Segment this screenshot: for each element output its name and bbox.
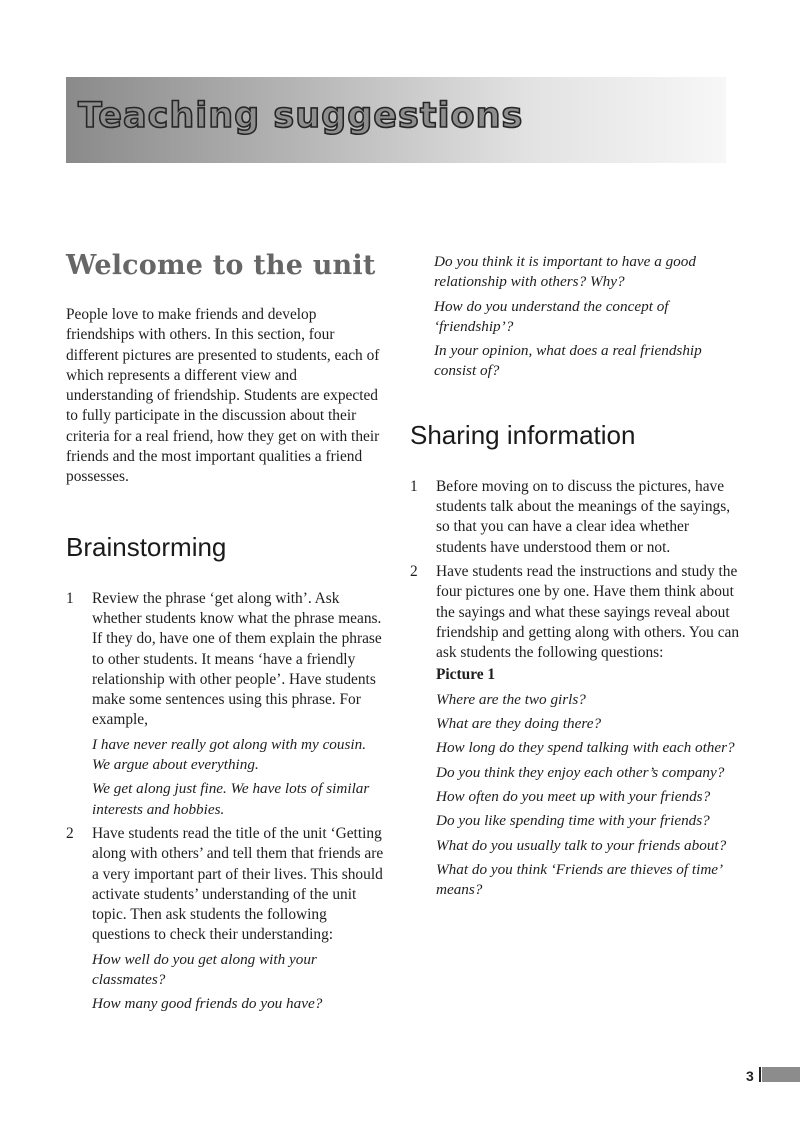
brainstorming-list [66, 589, 386, 1015]
item-text: Have students read the title of the unit ‘Getting along with others’ and tell them that friends are a very important part of their lives. This should activate students’ understanding of the unit topic. Then ask students the following questions to check their understanding: [92, 824, 384, 944]
item-number: 1 [66, 589, 74, 607]
item-number: 2 [66, 824, 74, 842]
picture-label: Picture 1 [436, 666, 496, 684]
question: How well do you get along with your classmates? [92, 950, 317, 989]
list-item [410, 562, 740, 900]
question: What do you usually talk to your friends about? [436, 836, 727, 854]
item-text: Have students read the instructions and study the four pictures one by one. Have them think about the sayings and what these sayings reveal about friendship and getting along with others. You can ask students the following questions: [436, 562, 740, 662]
page-number-bar [762, 1067, 800, 1082]
question: How many good friends do you have? [92, 995, 323, 1013]
question: What are they doing there? [436, 715, 602, 733]
item-number: 2 [410, 562, 418, 580]
right-column [410, 252, 740, 904]
list-item [66, 824, 386, 1015]
sharing-list [410, 477, 740, 901]
item-text: Review the phrase ‘get along with’. Ask whether students know what the phrase means. If they do, have one of them explain the phrase to other students. It means ‘have a friendly relationship with other people’. Have students make some sentences using this phrase. For example, [92, 589, 382, 729]
question: Do you think they enjoy each other’s company? [436, 763, 725, 781]
question: How often do you meet up with your friends? [436, 787, 711, 805]
question: In your opinion, what does a real friendship consist of? [434, 342, 702, 380]
list-item [66, 589, 386, 820]
left-column [66, 250, 386, 1019]
question: What do you think ‘Friends are thieves of time’ means? [436, 860, 722, 899]
item-text: Before moving on to discuss the pictures, have students talk about the meanings of the sayings, so that you can have a clear idea whether students have understood them or not. [436, 477, 731, 556]
item-number: 1 [410, 477, 418, 495]
welcome-paragraph: People love to make friends and develop friendships with others. In this section, four different pictures are presented to students, each of which represents a different view and understanding of friendship. Students are expected to fully participate in the discussion about their criteria for a real friend, how they get on with their friends and the most important qualities a friend possesses. [66, 306, 380, 486]
page-number-divider [759, 1067, 761, 1082]
question: Do you like spending time with your friends? [436, 812, 710, 830]
page-title: Teaching suggestions [78, 96, 524, 136]
brainstorming-heading: Brainstorming [66, 531, 227, 562]
list-item [410, 477, 740, 558]
page-number: 3 [746, 1068, 754, 1084]
question: How do you understand the concept of ‘friendship’? [434, 297, 669, 335]
sharing-heading: Sharing information [410, 419, 636, 450]
question: How long do they spend talking with each other? [436, 739, 735, 757]
question: Do you think it is important to have a good relationship with others? Why? [434, 253, 696, 291]
example-sentence: I have never really got along with my cousin. We argue about everything. [92, 735, 367, 774]
question: Where are the two girls? [436, 690, 586, 708]
example-sentence: We get along just fine. We have lots of similar interests and hobbies. [92, 780, 370, 818]
welcome-heading: Welcome to the unit [66, 250, 376, 281]
